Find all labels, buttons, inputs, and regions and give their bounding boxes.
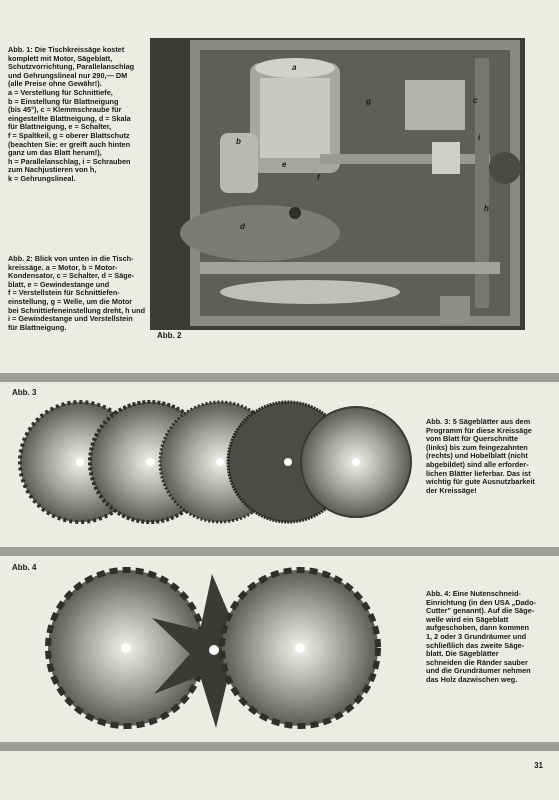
fig4-label: Abb. 4 — [12, 563, 37, 572]
fig2-photo — [150, 38, 525, 330]
callout-e: e — [282, 160, 287, 169]
callout-c: c — [473, 96, 478, 105]
fig3-caption: Abb. 3: 5 Sägeblätter aus dem Programm für diese Kreissäge vom Blatt für Querschnitte (links) bis zum feingezahnten (rechts) und Hobelblatt (nicht abgebildet) sind alle erforder- lichen Blätter lieferbar. Das ist wichtig für gute Ausnutzbarkeit der Kreissäge! — [426, 417, 535, 495]
fig3-saw-blades — [18, 396, 413, 526]
divider-bar — [0, 373, 559, 382]
divider-bar — [0, 547, 559, 556]
fig4-dado-cutter — [44, 566, 384, 736]
fig3-label: Abb. 3 — [12, 388, 37, 397]
callout-a: a — [292, 63, 297, 72]
page-number: 31 — [534, 761, 543, 770]
fig4-caption: Abb. 4: Eine Nutenschneid- Einrichtung (in den USA „Dado- Cutter" genannt). Auf die Säge- welle wird ein Sägeblatt aufgeschoben, dann kommen 1, 2 oder 3 Grundräumer und schließlich das zweite Säge- blatt. Die Sägeblätter schneiden die Ränder sauber und die Grundräumer nehmen das Holz dazwischen weg. — [426, 589, 536, 684]
callout-i: i — [478, 133, 481, 142]
divider-bar — [0, 742, 559, 751]
fig2-label: Abb. 2 — [157, 331, 182, 340]
callout-h: h — [484, 204, 489, 213]
callout-f: f — [317, 173, 320, 182]
callout-g: g — [366, 97, 371, 106]
callout-b: b — [236, 137, 241, 146]
fig1-caption: Abb. 1: Die Tischkreissäge kostet komplett mit Motor, Sägeblatt, Schutzvorrichtung, Parallelanschlag und Gehrungslineal nur 290,— DM (alle Preise ohne Gewähr!). a = Verstellung für Schnittiefe, b = Einstellung für Blattneigung (bis 45°), c = Klemmschraube für eingestellte Blattneigung, d = Skala für Blattneigung, e = Schalter, f = Spaltkeil, g = oberer Blattschutz (beachten Sie: er greift auch hinten ganz um das Blatt herum!), h = Parallelanschlag, i = Schrauben zum Nachjustieren von h, k = Gehrungslineal. — [8, 45, 135, 183]
callout-d: d — [240, 222, 245, 231]
fig2-caption: Abb. 2: Blick von unten in die Tisch- kreissäge. a = Motor, b = Motor- Kondensator, c = Schalter, d = Säge- blatt, e = Gewindestange und f = Verstellstein für Schnittiefen- einstellung, g = Welle, um die Motor bei Schnittiefeneinstellung dreht, h und i = Gewindestange und Verstellstein für Blattneigung. — [8, 254, 146, 332]
